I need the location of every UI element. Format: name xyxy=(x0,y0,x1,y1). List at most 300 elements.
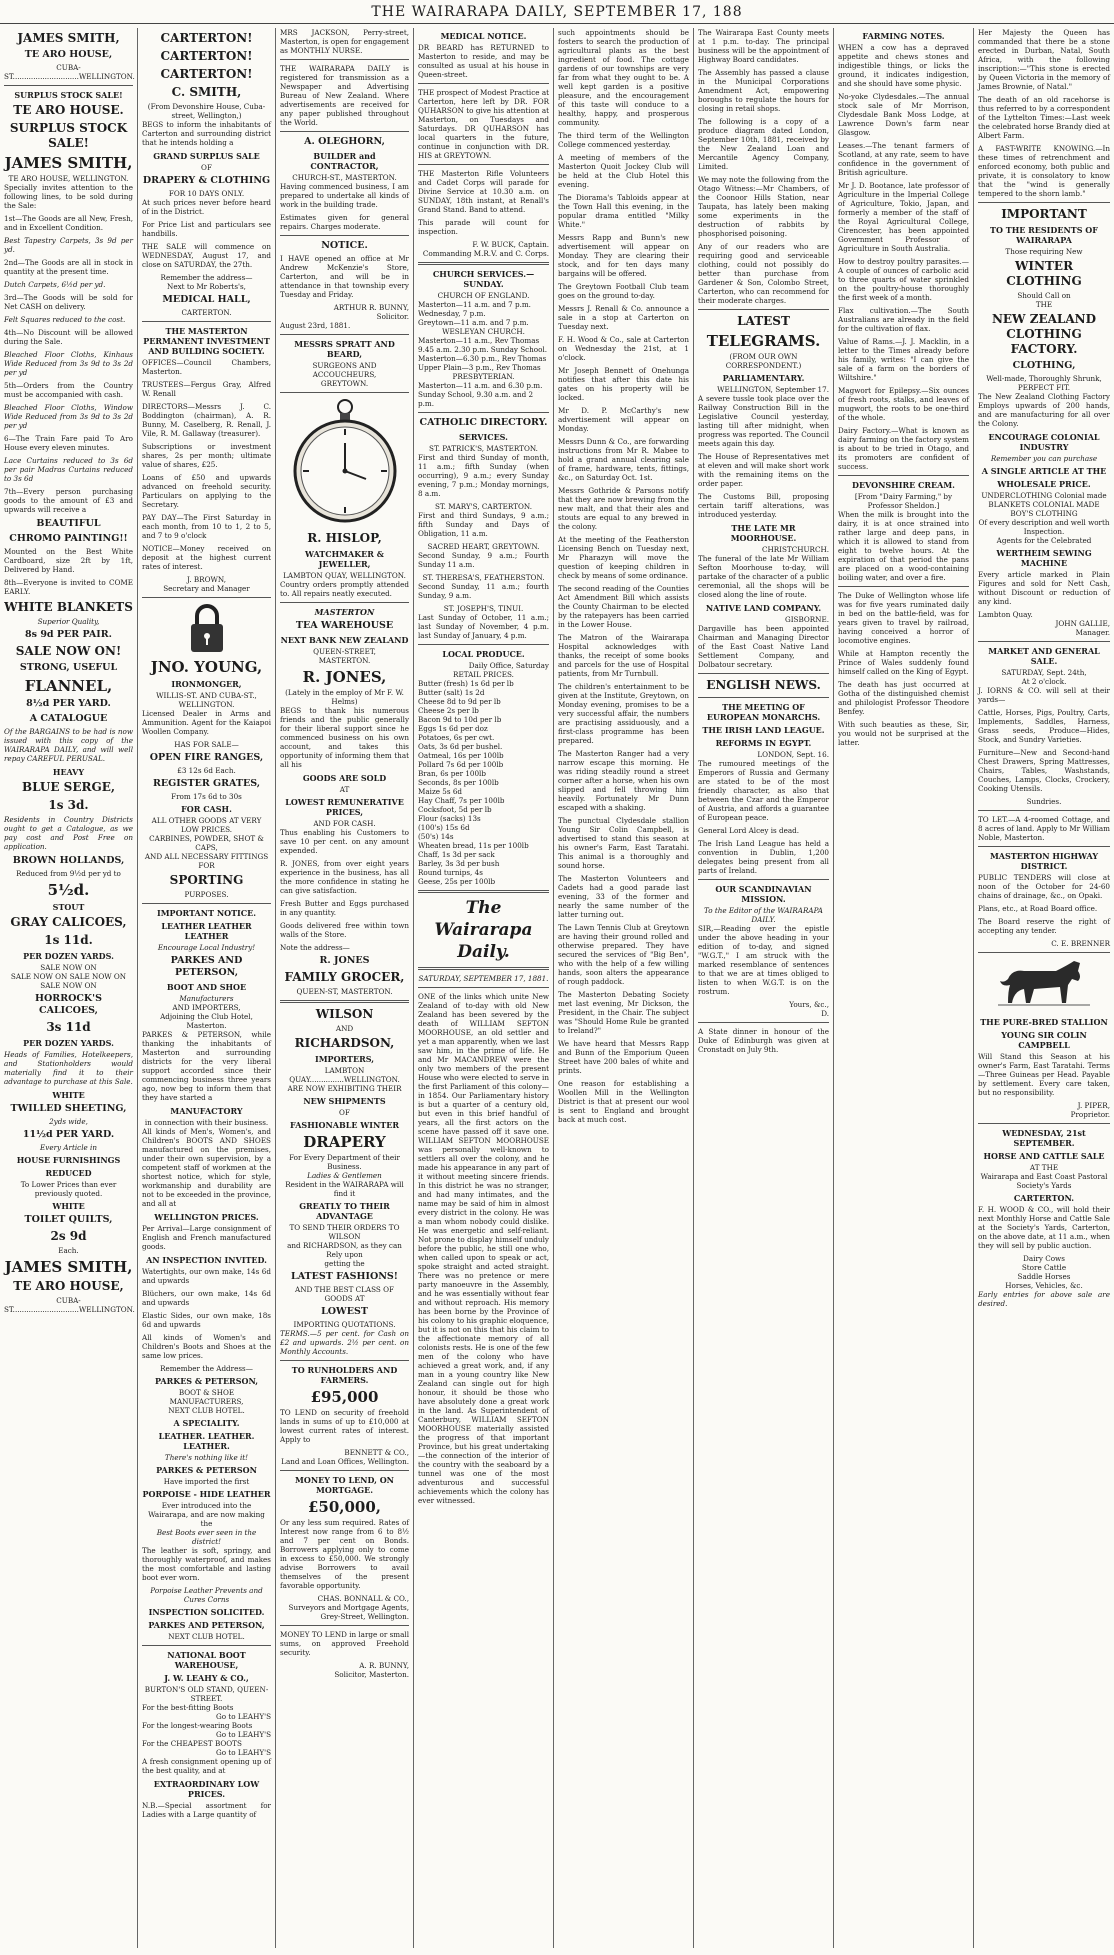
farming-text: Dairy Factory.—What is known as dairy farming on the factory system is about to be tried in Otago, and its promoters are confident of success. xyxy=(838,426,969,471)
ad-text: SATURDAY, Sept. 24th, xyxy=(1001,668,1087,677)
section-heading: THE LATE MR MOORHOUSE. xyxy=(730,523,797,543)
local-news-text: The Masterton Ranger had a very narrow escape this morning. He was riding steadily round a street corner after a horse, when his own slipped and fell throwing him heavily. Fortunately Mr Dunn escaped with a shaking. xyxy=(558,749,689,812)
section-heading: OUR SCANDINAVIAN MISSION. xyxy=(715,884,812,904)
notice-text: Wednesday, 7 p.m. xyxy=(418,309,486,318)
ad-text: Solicitor. xyxy=(376,312,409,321)
local-news-text: The Assembly has passed a clause in the Municipal Corporations Amendment Act, empowering boroughs to regulate the hours for closing in retail shops. xyxy=(698,68,829,113)
ad-heading: SALE NOW ON! xyxy=(15,644,122,658)
ad-text: QUEEN-STREET, xyxy=(313,647,376,656)
ad-text: NEXT CLUB HOTEL. xyxy=(168,1406,245,1415)
section-heading: TELEGRAMS. xyxy=(706,332,821,350)
ad-text: Sundries. xyxy=(1026,797,1062,806)
ad-text: UNDERCLOTHING Colonial made xyxy=(981,491,1107,500)
telegram-text: GISBORNE. xyxy=(784,615,829,624)
local-news-text: The third term of the Wellington College commenced yesterday. xyxy=(558,131,689,149)
ad-text: For the longest-wearing Boots xyxy=(142,1721,253,1730)
price-line: Pollard 7s 6d per 100lb xyxy=(418,760,504,769)
notice-text: Commanding M.R.V. and C. Corps. xyxy=(422,249,549,258)
letter-text: D. xyxy=(821,1009,829,1018)
local-news-text: A State dinner in honour of the Duke of Edinburgh was given at Cronstadt on July 9th. xyxy=(698,1027,829,1054)
ad-text: AND IMPORTERS, xyxy=(172,1003,241,1012)
ad-text: SALE NOW ON xyxy=(40,963,97,972)
ad-heading: 8s 9d PER PAIR. xyxy=(25,629,112,640)
ad-text: CARTERTON. xyxy=(181,308,232,317)
ad-text: Resident in the WAIRARAPA will find it xyxy=(285,1180,404,1198)
ad-text: SURGEONS AND ACCOUCHEURS, xyxy=(312,361,377,379)
ad-heading: NOTICE. xyxy=(321,240,368,251)
ad-text: Best Tapestry Carpets, 3s 9d per yd. xyxy=(4,236,133,254)
ad-text: Lambton Quay. xyxy=(978,610,1033,619)
ad-heading: A SPECIALITY. xyxy=(173,1418,240,1428)
ad-heading: LEATHER. LEATHER. LEATHER. xyxy=(158,1431,255,1451)
ad-text: Remember the Address— xyxy=(160,1364,253,1373)
ad-text: Plans, etc., at Road Board office. xyxy=(978,904,1098,913)
ad-text: TO SEND THEIR ORDERS TO WILSON xyxy=(289,1223,400,1241)
notice-text: ST. MARY'S, CARTERTON. xyxy=(434,502,533,511)
notice-text: Daily Office, Saturday xyxy=(468,661,549,670)
price-line: Maize 5s 6d xyxy=(418,787,462,796)
ad-text: Encourage Local Industry! xyxy=(157,943,256,952)
notice-text: First and third Sunday of month, 11 a.m.; fifth Sunday (when occurring), 9 a.m.; every Sunday evening, 7 p.m.; Monday mornings, 8 a.m. xyxy=(418,453,549,498)
ad-text: From 17s 6d to 30s xyxy=(171,792,242,801)
farming-text: Magwort for Epilepsy.—Six ounces of fresh roots, stalks, and leaves of mugwort, the roots to be one-third of the whole. xyxy=(838,386,969,422)
ad-text: TRUSTEES—Fergus Gray, Alfred W. Renall xyxy=(142,380,271,398)
ad-heading: FOR CASH. xyxy=(181,804,232,814)
ad-heading: R. JONES xyxy=(319,955,370,966)
ad-heading: TWILLED SHEETING, xyxy=(10,1103,127,1114)
ad-text: Best Boots ever seen in the district! xyxy=(156,1528,257,1546)
ad-text: Secretary and Manager xyxy=(163,584,250,593)
price-line: Oatmeal, 16s per 100lb xyxy=(418,751,504,760)
notice-text: Masterton—11 a.m., Rev Thomas 9.45 a.m. 2.30 p.m. Sunday School. xyxy=(418,336,548,354)
section-heading: SERVICES. xyxy=(459,432,508,442)
ad-text: I HAVE opened an office at Mr Andrew McKenzie's Store, Carterton, and will be in attendance in that township every Tuesday and Friday. xyxy=(280,254,409,299)
section-heading: THE MEETING OF EUROPEAN MONARCHS. xyxy=(706,702,821,722)
ad-heading: THE PURE-BRED STALLION xyxy=(980,1017,1108,1027)
ad-heading: WINTER CLOTHING xyxy=(1006,259,1082,288)
ad-heading: JNO. YOUNG, xyxy=(150,658,263,676)
ad-heading: AN INSPECTION INVITED. xyxy=(146,1255,267,1265)
ad-text: J. PIPER, xyxy=(1077,1101,1110,1110)
ad-text: Remember the address— xyxy=(160,273,253,282)
ad-heading: LOWEST REMUNERATIVE PRICES, xyxy=(285,797,404,817)
column-8 xyxy=(974,28,1114,1948)
ad-text: A. R. BUNNY, xyxy=(359,1661,409,1670)
ad-text: There's nothing like it! xyxy=(164,1453,249,1462)
ad-text: Per Arrival—Large consignment of English and French manufactured goods. xyxy=(142,1224,271,1251)
ad-heading: CARTERTON! xyxy=(160,31,253,45)
ad-text: Manufacturers xyxy=(179,994,234,1003)
ad-text: ALL OTHER GOODS AT VERY LOW PRICES. xyxy=(151,816,262,834)
ad-text: August 23rd, 1881. xyxy=(280,321,351,330)
ad-heading: R. HISLOP, xyxy=(307,531,382,545)
ad-text: THE SALE will commence on WEDNESDAY, August 17, and close on SATURDAY, the 27th. xyxy=(142,242,271,269)
telegram-text: The Irish Land League has held a convention in Dublin, 1,200 delegates being present from all parts of Ireland. xyxy=(698,839,829,875)
ad-heading: 11½d PER YARD. xyxy=(22,1129,115,1140)
ad-text: NOTICE—Money received on deposit at the highest current rates of interest. xyxy=(142,544,271,571)
ad-text: 2yds wide, xyxy=(49,1117,88,1126)
ad-heading: INSPECTION SOLICITED. xyxy=(148,1607,265,1617)
ad-text: CHAS. BONNALL & CO., xyxy=(317,1594,409,1603)
ad-heading: IMPORTANT NOTICE. xyxy=(156,908,257,918)
padlock-illustration xyxy=(187,602,227,654)
local-news-text: A FAST-WRITE KNOWING.—In these times of retrenchment and enforced economy, both public and private, it is consolatory to know that the "wind is generally tempered to the shorn lamb." xyxy=(978,144,1110,198)
ad-heading: DRAPERY & CLOTHING xyxy=(142,175,271,186)
ad-heading: HOUSE FURNISHINGS xyxy=(16,1155,121,1165)
ad-heading: JAMES SMITH, xyxy=(17,31,120,45)
ad-heading: 3s 11d xyxy=(46,1020,91,1034)
ad-text: Felt Squares reduced to the cost. xyxy=(4,315,126,324)
ad-text: J. BROWN, xyxy=(187,575,226,584)
telegram-text: Dargaville has been appointed Chairman and Managing Director of the East Coast Native Land Settlement Company, and Dolbatour secretary. xyxy=(698,624,829,669)
ad-text: Proprietor. xyxy=(1070,1110,1110,1119)
ad-heading: THE MASTERTON PERMANENT INVESTMENT AND BUILDING SOCIETY. xyxy=(143,326,270,356)
telegram-text: WELLINGTON, September 17. xyxy=(717,385,829,394)
telegram-text: The funeral of the late Mr William Sefton Moorhouse to-day, will partake of the character of a public ceremonial, all the shops will be closed along the line of route. xyxy=(698,554,829,599)
ad-text: Elastic Sides, our own make, 18s 6d and upwards xyxy=(142,1311,271,1329)
ad-text: Horses, Vehicles, &c. xyxy=(1005,1281,1083,1290)
local-news-text: Mr Joseph Bennett of Onehunga notifies that after this date his gates on his property will be locked. xyxy=(558,366,689,402)
ad-text: getting the xyxy=(324,1259,365,1268)
ad-text: Of the BARGAINS to be had is now issued with this copy of the WAIRARAPA DAILY, and will well repay CAREFUL PERUSAL. xyxy=(4,727,133,763)
price-line: Bacon 9d to 10d per lb xyxy=(418,715,502,724)
ad-heading: WHITE xyxy=(52,1090,85,1100)
letter-text: SIR,—Reading over the epistle under the above heading in your edition of to-day, and signed "W.G.T.," I am struck with the marked resemblance of sentences to that we are at times obliged to listen to when W.G.T. is on the rostrum. xyxy=(698,924,829,996)
notice-text: RETAIL PRICES. xyxy=(453,670,514,679)
ad-text: PAY DAY—The First Saturday in each month, from 10 to 1, 2 to 5, and 7 to 9 o'clock xyxy=(142,513,271,540)
ad-text: Furniture—New and Second-hand Chest Drawers, Spring Mattresses, Chairs, Tables, Washstands, Couches, Lamps, Clocks, Crockery, Cooking Utensils. xyxy=(978,748,1110,793)
ad-text: Bleached Floor Cloths, Kinhaus Wide Reduced from 3s 9d to 3s 2d per yd xyxy=(4,350,133,377)
ad-heading: OPEN FIRE RANGES, xyxy=(149,752,264,763)
ad-heading: LOWEST xyxy=(321,1306,368,1317)
ad-text: F. H. WOOD & CO., will hold their next Monthly Horse and Cattle Sale at the Society's Yards, Carterton, on the above date, at 11 a.m., when they will sell by public auction. xyxy=(978,1205,1110,1250)
ad-text: The Board reserve the right of accepting any tender. xyxy=(978,917,1110,935)
ad-text: For Price List and particulars see handbills. xyxy=(142,220,271,238)
ad-text: Remember you can purchase xyxy=(990,454,1098,463)
ad-heading: BUILDER and CONTRACTOR, xyxy=(310,151,379,171)
ad-heading: WERTHEIM SEWING MACHINE xyxy=(996,548,1092,568)
ad-text: 5th—Orders from the Country must be accompanied with cash. xyxy=(4,381,133,399)
ad-text: SALE NOW ON SALE NOW ON xyxy=(10,972,127,981)
ad-text: WILLIS-ST. AND CUBA-ST., xyxy=(156,691,257,700)
ad-text: Or any less sum required. Rates of Interest now range from 6 to 8½ and 7 per cent on Bonds. Borrowers applying only to come in excess to £50,000. We strongly advise Borrowers to avail themselves of the present favorable opportunity. xyxy=(280,1518,409,1590)
ad-heading: WHITE BLANKETS xyxy=(4,600,133,614)
ad-text: At 2 o'clock. xyxy=(1021,677,1067,686)
ad-heading: £50,000, xyxy=(307,1498,382,1516)
ad-heading: GOODS ARE SOLD xyxy=(302,773,387,783)
notice-text: CHURCH OF ENGLAND. xyxy=(437,291,530,300)
ad-heading: A. OLEGHORN, xyxy=(304,136,385,147)
ad-heading: CARTERTON! xyxy=(160,67,253,81)
ad-text: R. JONES, from over eight years experience in the business, has all the more confidence in stating he can give satisfaction. xyxy=(280,859,409,895)
notice-text: Masterton—11 a.m. and 6.30 p.m. Sunday School, 9.30 a.m. and 2 p.m. xyxy=(418,381,543,408)
section-heading: THE IRISH LAND LEAGUE. xyxy=(702,725,825,735)
ad-text: CHURCH-ST., MASTERTON. xyxy=(292,173,397,182)
notice-text: ST. THERESA'S, FEATHERSTON. xyxy=(422,573,545,582)
ad-text: Watertights, our own make, 14s 6d and upwards xyxy=(142,1267,271,1285)
price-line: Barley, 3s 3d per bush xyxy=(418,859,500,868)
price-line: Eggs 1s 6d per doz xyxy=(418,724,488,733)
ad-text: Have imported the first xyxy=(163,1477,250,1486)
ad-text: ARE NOW EXHIBITING THEIR xyxy=(287,1084,402,1093)
notice-text: ST. PATRICK'S, MASTERTON. xyxy=(429,444,538,453)
ad-heading: TE ARO HOUSE. xyxy=(13,103,124,117)
ad-text: Early entries for above sale are desired. xyxy=(978,1290,1110,1308)
ad-heading: TO RUNHOLDERS AND FARMERS. xyxy=(291,1365,398,1385)
farming-text: WHEN a cow has a depraved appetite and chews stones and indigestible things, or licks the ground, it indicates indigestion, and she should have some physic. xyxy=(838,43,969,88)
farming-text: The Duke of Wellington whose life was for five years ruminated daily in bed on the battle-field, was for years given to travel by railroad, having conceived a horror of locomotive engines. xyxy=(838,591,969,645)
ad-text: TERMS.—5 per cent. for Cash on £2 and upwards. 2½ per cent. on Monthly Accounts. xyxy=(280,1329,409,1356)
ad-heading: LATEST FASHIONS! xyxy=(291,1271,398,1282)
notice-text: DR BEARD has RETURNED to Masterton to reside, and may be consulted as usual at his house in Queen-street. xyxy=(418,43,549,79)
price-line: Butter (fresh) 1s 6d per lb xyxy=(418,679,514,688)
ad-text: PARKES & PETERSON, while thanking the inhabitants of Masterton and surrounding districts for the very liberal support accorded since their commencing business three years ago, now beg to inform them that they have started a xyxy=(142,1030,271,1102)
ad-text: Will Stand this Season at his owner's Farm, East Taratahi. Terms—Three Guineas per Head. Payable by settlement. Every care taken, but no responsibility. xyxy=(978,1052,1110,1097)
editorial-text: ONE of the links which unite New Zealand of to-day with old New Zealand has been severed by the death of WILLIAM SEFTON MOORHOUSE, an old settler and yet a man apparently, when we last saw him, in the prime of life. He and Mr MACANDREW were the only two members of the present House who were elected to serve in the first Parliament of this colony—in 1854. Our Parliamentary history is but a quarter of a century old, but even in this brief handful of years, all the first actors on the scene have passed off it save one. WILLIAM SEFTON MOORHOUSE was personally well-known to settlers all over the colony, and he made his appearance in any part of it without meeting sincere friends. In this district he was no stranger, and had many intimates, and the name may be said of him in almost every district in the colony. He was a man whom nobody could dislike. He was energetic and self-reliant. Not prone to display himself unduly before the public, he still one who, when called upon to speak or act, spoke straight and acted straight. There was no pretence or mere party manoeuvre in the Assembly, and he was essentially without fear and without reproach. His memory has been borne by the Province of his colony to his graphic eloquence, but it is not on this that his claim to the affectionate memory of all colonists rests. He is one of the few men of the colony who have achieved a great work, and, if any man in a young country like New Zealand can single out for high honour, it should be those who have absolutely done a great work in the land. As Superintendent of Canterbury, WILLIAM SEFTON MOORHOUSE materially assisted the progress of that important Province, but his great undertaking—the connection of the interior of the country with the seaboard by a tunnel was one of the most adventurous and successful achievements which the colony has ever witnessed. xyxy=(418,992,549,1505)
ad-text: J. IORNS & CO. will sell at their yards— xyxy=(978,686,1110,704)
ad-text: MONEY TO LEND in large or small sums, on approved Freehold security. xyxy=(280,1630,409,1657)
price-line: Butter (salt) 1s 2d xyxy=(418,688,485,697)
ad-heading: HEAVY xyxy=(52,767,85,777)
notice-text: WESLEYAN CHURCH. xyxy=(442,327,525,336)
ad-text: Every Article in xyxy=(40,1143,97,1152)
price-line: Bran, 6s per 100lb xyxy=(418,769,486,778)
ad-text: 2nd—The Goods are all in stock in quantity at the present time. xyxy=(4,258,133,276)
ad-text: PUBLIC TENDERS will close at noon of the October for 24-60 chains of drainage, &c., on Opaki. xyxy=(978,873,1110,900)
ad-text: Residents in Country Districts ought to get a Catalogue, as we pay cost and Post Free on application. xyxy=(4,815,133,851)
ad-text: (Lately in the employ of Mr F. W. Helms) xyxy=(285,688,404,706)
ad-heading: TE ARO HOUSE, xyxy=(24,49,113,60)
column-2 xyxy=(138,28,276,1948)
local-news-text: One reason for establishing a Woollen Mill in the Wellington District is that at present our wool is sent to England and brought back at much cost. xyxy=(558,1079,689,1124)
ad-text: AT THE xyxy=(1029,1163,1059,1172)
ad-text: At such prices never before heard of in the District. xyxy=(142,198,271,216)
ad-heading: PORPOISE - HIDE LEATHER xyxy=(142,1489,271,1499)
notice-text: THE prospect of Modest Practice at Carterton, here left by DR. FOR QUHARSON to give his attention at Masterton, on Tuesdays and Saturdays. DR QUHARSON has local quarters in the future, continue in conjunction with DR. HIS at GREYTOWN. xyxy=(418,88,549,160)
ad-heading: IRONMONGER, xyxy=(171,679,242,689)
local-news-text: The Lawn Tennis Club at Greytown are having their ground rolled and otherwise prepared. They have secured the services of "Big Ben", who with the help of a few willing hands, soon alters the appearance of rough paddock. xyxy=(558,923,689,986)
ad-heading: 1s 11d. xyxy=(44,933,93,947)
ad-text: OF xyxy=(339,1108,350,1117)
ad-text: AND ALL NECESSARY FITTINGS FOR xyxy=(144,852,269,870)
ad-text: HAS FOR SALE— xyxy=(174,740,239,749)
ad-text: Porpoise Leather Prevents and Cures Corns xyxy=(150,1586,263,1604)
ad-text: Adjoining the Club Hotel, Masterton. xyxy=(160,1012,253,1030)
ad-heading: WATCHMAKER & JEWELLER, xyxy=(305,549,384,569)
local-news-text: We have heard that Messrs Rapp and Bunn of the Emporium Queen Street have 200 bales of white and prints. xyxy=(558,1039,689,1075)
ad-heading: FLANNEL, xyxy=(24,677,113,695)
ad-heading: 8½d PER YARD. xyxy=(26,698,111,709)
ad-text: MRS JACKSON, Perry-street, Masterton, is open for engagement as MONTHLY NURSE. xyxy=(280,28,409,55)
ad-text: DIRECTORS—Messrs J. C. Boddington (chairman), A. R. Bunny, M. Caselberg, R. Renall, J. Vile, R. M. Gallaway (treasurer). xyxy=(142,402,271,438)
ad-heading: SURPLUS STOCK SALE! xyxy=(14,90,123,100)
ad-heading: JAMES SMITH, xyxy=(4,1258,133,1276)
ad-text: 1st—The Goods are all New, Fresh, and in Excellent Condition. xyxy=(4,214,133,232)
ad-heading: WHOLESALE PRICE. xyxy=(997,479,1091,489)
section-heading: MEDICAL NOTICE. xyxy=(440,31,527,41)
notice-text: Masterton—11 a.m. and 7 p.m. xyxy=(418,300,531,309)
ad-text: Thus enabling his Customers to save 10 per cent. on any amount expended. xyxy=(280,828,409,855)
ad-text: Having commenced business, I am prepared to undertake all kinds of work in the building trade. xyxy=(280,182,409,209)
ad-text: Solicitor, Masterton. xyxy=(334,1670,409,1679)
ad-text: SALE NOW ON xyxy=(40,981,97,990)
ad-text: Reduced from 9½d per yd to xyxy=(16,869,121,878)
ad-text: WELLINGTON. xyxy=(178,700,235,709)
ad-text: CARBINES, POWDER, SHOT & CAPS, xyxy=(149,834,264,852)
horse-illustration xyxy=(994,957,1094,1013)
section-heading: CATHOLIC DIRECTORY. xyxy=(419,417,548,428)
ad-text: THE xyxy=(1035,300,1053,309)
ad-heading: HORSE AND CATTLE SALE xyxy=(983,1151,1105,1161)
notice-text: F. W. BUCK, Captain. xyxy=(472,240,549,249)
ad-text: Superior Quality, xyxy=(37,617,100,626)
ad-text: Saddle Horses xyxy=(1017,1272,1071,1281)
local-news-text: The children's entertainment to be given at the Institute, Greytown, on Monday evening, promises to be a very successful affair, the numbers are practising assiduously, and a first-class programme has been prepared. xyxy=(558,682,689,745)
ad-text: ARTHUR R. BUNNY, xyxy=(333,303,409,312)
local-news-text: The second reading of the Counties Act Amendment Bill which assists the County Chairman to be elected by the ratepayers has been carried in the Lower House. xyxy=(558,584,689,629)
ad-text: and RICHARDSON, as they can Rely upon xyxy=(287,1241,402,1259)
ad-text: Note the address— xyxy=(280,943,350,952)
local-news-text: Any of our readers who are requiring good and serviceable clothing, could not possibly do better than purchase from Gardener & Son, Colombo Street, Carterton, who can recommend for their moderate charges. xyxy=(698,242,829,305)
ad-text: Goods delivered free within town walls of the Store. xyxy=(280,921,409,939)
farming-text: The death has just occurred at Gotha of the distinguished chemist and philologist Professor Theodore Benfey. xyxy=(838,680,969,716)
ad-text: OF xyxy=(201,163,212,172)
ad-text: Ladies & Gentlemen xyxy=(307,1171,382,1180)
ad-text: NEXT CLUB HOTEL. xyxy=(168,1632,245,1641)
farming-text: Mr J. D. Bootance, late professor of Agriculture in the Imperial College of Agriculture, Tokio, Japan, and formerly a member of the staff of the Royal Agricultural College, Cirencester, has been appointed Government Professor of Agriculture in South Australia. xyxy=(838,181,969,253)
ad-text: GREYTOWN. xyxy=(320,379,369,388)
ad-text: 3rd—The Goods will be sold for Net CASH on delivery. xyxy=(4,293,133,311)
ad-text: Cattle, Horses, Pigs, Poultry, Carts, Implements, Saddles, Harness, Grass seeds, Produce—Hides, Stock, and Sundry Varieties. xyxy=(978,708,1110,744)
ad-text: BOOT & SHOE MANUFACTURERS, xyxy=(169,1388,244,1406)
ad-text: Of every description and well worth Inspection. xyxy=(978,518,1110,536)
notice-text: ST. JOSEPH'S, TINUI. xyxy=(443,604,524,613)
price-line: Round turnips, 4s xyxy=(418,868,483,877)
local-news-text: Her Majesty the Queen has commanded that there be a stone erected in Durban, Natal, South Africa, with the following inscription:—"This stone is erected by Queen Victoria in the memory of James Brownie, of Natal." xyxy=(978,28,1110,91)
dateline: SATURDAY, SEPTEMBER 17, 1881. xyxy=(418,974,549,983)
ad-heading: MONEY TO LEND, ON MORTGAGE. xyxy=(295,1475,394,1495)
ad-text: 7th—Every person purchasing goods to the amount of £3 and upwards will receive a xyxy=(4,487,133,514)
local-news-text: A meeting of members of the Masterton Quoit Jockey Club will be held at the Club Hotel this evening. xyxy=(558,153,689,189)
ad-heading: FAMILY GROCER, xyxy=(284,970,405,984)
ad-text: The New Zealand Clothing Factory Employs upwards of 200 hands, and are manufacturing for all over the Colony. xyxy=(978,392,1110,428)
ad-text: Surveyors and Mortgage Agents, Grey-Street, Wellington. xyxy=(288,1603,409,1621)
local-news-text: The Masterton Volunteers and Cadets had a good parade last evening, 33 of the former and nearly the same number of the latter turning out. xyxy=(558,874,689,919)
notice-text: PRESBYTERIAN. xyxy=(452,372,515,381)
ad-heading: J. W. LEAHY & CO., xyxy=(164,1673,249,1683)
ad-text: Ever introduced into the Wairarapa, and are now making the xyxy=(148,1501,265,1528)
ad-text: Well-made, Thoroughly Shrunk, xyxy=(986,374,1102,383)
section-heading: NATIVE LAND COMPANY. xyxy=(705,603,822,613)
ad-text: TO LEND on security of freehold lands in sums of up to £10,000 at lowest current rates of interest. Apply to xyxy=(280,1408,409,1444)
telegram-text: (FROM OUR OWN CORRESPONDENT.) xyxy=(725,352,802,370)
ad-text: Every article marked in Plain Figures and sold for Nett Cash, without Discount or reduction of any kind. xyxy=(978,570,1110,606)
farming-text: With such beauties as these, Sir, you would not be surprised at the latter. xyxy=(838,720,969,747)
ad-text: BLANKETS COLONIAL MADE xyxy=(988,500,1100,509)
ad-text: Store Cattle xyxy=(1021,1263,1067,1272)
price-line: Chaff, 1s 3d per sack xyxy=(418,850,495,859)
ad-text: Country orders promptly attended to. All repairs neatly executed. xyxy=(280,580,409,598)
ad-heading: BLUE SERGE, xyxy=(21,780,116,794)
ad-text: 8th—Everyone is invited to COME EARLY. xyxy=(4,578,133,596)
price-line: Wheaten bread, 11s per 100lb xyxy=(418,841,529,850)
ad-heading: PER DOZEN YARDS. xyxy=(23,1038,114,1048)
local-news-text: The punctual Clydesdale stallion Young Sir Colin Campbell, is advertised to stand this season at his owner's Farm, East Taratahi. This animal is a thoroughly and sound horse. xyxy=(558,816,689,870)
telegram-text: LONDON, Sept. 16. xyxy=(757,750,829,759)
price-line: Geese, 25s per 100lb xyxy=(418,877,496,886)
ad-heading: A SINGLE ARTICLE AT THE xyxy=(981,466,1107,476)
column-5 xyxy=(554,28,694,1948)
ad-text: All kinds of Women's and Children's Boots and Shoes at the same low prices. xyxy=(142,1333,271,1360)
column-1 xyxy=(0,28,138,1948)
ad-text: Land and Loan Offices, Wellington. xyxy=(281,1457,409,1466)
ad-heading: BEAUTIFUL xyxy=(36,518,101,529)
farming-text: Value of Rams.—J. J. Macklin, in a letter to the Times already before his family, writes: "I can give the sale of a farm on the borders of Wiltshire." xyxy=(838,337,969,382)
ad-heading: DRAPERY xyxy=(303,1133,386,1151)
telegram-text: The House of Representatives met at eleven and will make short work with the remaining items on the order paper. xyxy=(698,452,829,488)
section-heading: LATEST xyxy=(737,314,790,328)
ad-heading: WHITE xyxy=(52,1201,85,1211)
ad-text: TO LET.—A 4-roomed Cottage, and 8 acres of land. Apply to Mr William Noble, Masterton. xyxy=(978,815,1110,842)
ad-heading: BROWN HOLLANDS, xyxy=(12,855,125,866)
ad-text: AND xyxy=(335,1024,354,1033)
ad-text: Lace Curtains reduced to 3s 6d per pair Madras Curtains reduced to 3s 6d xyxy=(4,456,133,483)
price-line: Cheese 2s per lb xyxy=(418,706,479,715)
ad-heading: MASTERTON HIGHWAY DISTRICT. xyxy=(989,851,1099,871)
notice-text: Last Sunday of October, 11 a.m.; last Sunday of November, 4 p.m. last Sunday of January, 4 p.m. xyxy=(418,613,549,640)
ad-heading: TEA WAREHOUSE xyxy=(295,620,394,631)
price-line: Seconds, 8s per 100lb xyxy=(418,778,499,787)
price-line: (50's) 14s xyxy=(418,832,454,841)
telegram-text: The rumoured meetings of the Emperors of Russia and Germany are stated to be of the most friendly character, as also that between the Czar and the Emperor of Austria, and affords a guarantee of European peace. xyxy=(698,759,829,822)
ad-heading: BOOT AND SHOE xyxy=(166,982,247,992)
farming-text: [From "Dairy Farming," by Professor Sheldon.] xyxy=(854,492,953,510)
ad-heading: 1s 3d. xyxy=(48,798,89,812)
ad-text: LAMBTON QUAY, WELLINGTON. xyxy=(283,571,406,580)
ad-text: OFFICES—Council Chambers, Masterton. xyxy=(142,358,271,376)
farming-text: When the milk is brought into the dairy, it is at once strained into rather large and deep pans, in which it is allowed to stand from eight to twelve hours. At the expiration of that period the pans are placed on a wood-containing boiling water, and over a fire. xyxy=(838,510,969,582)
ad-text: Loans of £50 and upwards advanced on freehold security. Particulars on applying to the Secretary. xyxy=(142,473,271,509)
ad-text: Next to Mr Roberts's, xyxy=(167,282,246,291)
ad-heading: WELLINGTON PRICES. xyxy=(154,1212,259,1222)
telegram-text: The Customs Bill, proposing certain tariff alterations, was introduced yesterday. xyxy=(698,492,829,519)
ad-text: Dutch Carpets, 6½d per yd. xyxy=(4,280,106,289)
local-news-text: The Diorama's Tabloids appear at the Town Hall this evening, in the popular drama entitled "Milky White." xyxy=(558,193,689,229)
ad-text: Estimates given for general repairs. Charges moderate. xyxy=(280,213,409,231)
ad-heading: PARKES & PETERSON xyxy=(156,1465,257,1475)
local-news-text: Messrs Dunn & Co., are forwarding instructions from Mr R. Mabee to hold a grand annual clearing sale of frame, hardware, tents, fittings, &c., on Saturday Oct. 1st. xyxy=(558,437,689,482)
ad-text: A fresh consignment opening up of the best quality, and at xyxy=(142,1757,271,1775)
ad-heading: SPORTING xyxy=(169,873,244,887)
local-news-text: F. H. Wood & Co., sale at Carterton on Wednesday the 21st, at 1 o'clock. xyxy=(558,335,689,362)
ad-heading: 5½d. xyxy=(47,881,90,899)
letter-text: Yours, &c., xyxy=(789,1000,829,1009)
ad-heading: TO THE RESIDENTS OF WAIRARAPA xyxy=(990,225,1098,245)
ad-heading: STRONG, USEFUL xyxy=(19,662,118,673)
ad-text: Licensed Dealer in Arms and Ammunition. Agent for the Kaiapoi Woollen Company. xyxy=(142,709,271,736)
ad-text: All kinds of Men's, Women's, and Children's BOOTS AND SHOES manufactured on the premises, under their own supervision, by a competent staff of workmen at the shortest notice, which for style, workmanship and durability are not to be exceeded in the province, and all at xyxy=(142,1127,271,1208)
ad-heading: C. SMITH, xyxy=(171,85,242,99)
price-line: Cocksfoot, 5d per lb xyxy=(418,805,492,814)
section-heading: FARMING NOTES. xyxy=(862,31,945,41)
ad-heading: HORROCK'S CALICOES, xyxy=(35,993,102,1016)
ad-heading: REDUCED xyxy=(45,1168,92,1178)
local-news-text: such appointments should be fosters to search the production of agricultural plants as the best ingredient of food. The cottage gardens of our townships are very far from what they ought to be. A well kept garden is a positive pleasure, and the encouragement of this taste will conduce to a healthy, happy, and prosperous community. xyxy=(558,28,689,127)
ad-heading: NEW ZEALAND CLOTHING FACTORY. xyxy=(991,312,1097,356)
ad-text: JOHN GALLIE, xyxy=(1055,619,1110,628)
ad-text: MASTERTON. xyxy=(318,656,371,665)
local-news-text: The Matron of the Wairarapa Hospital acknowledges with thanks, the receipt of some books and parcels for the use of Hospital patients, from Mr Turnbull. xyxy=(558,633,689,678)
